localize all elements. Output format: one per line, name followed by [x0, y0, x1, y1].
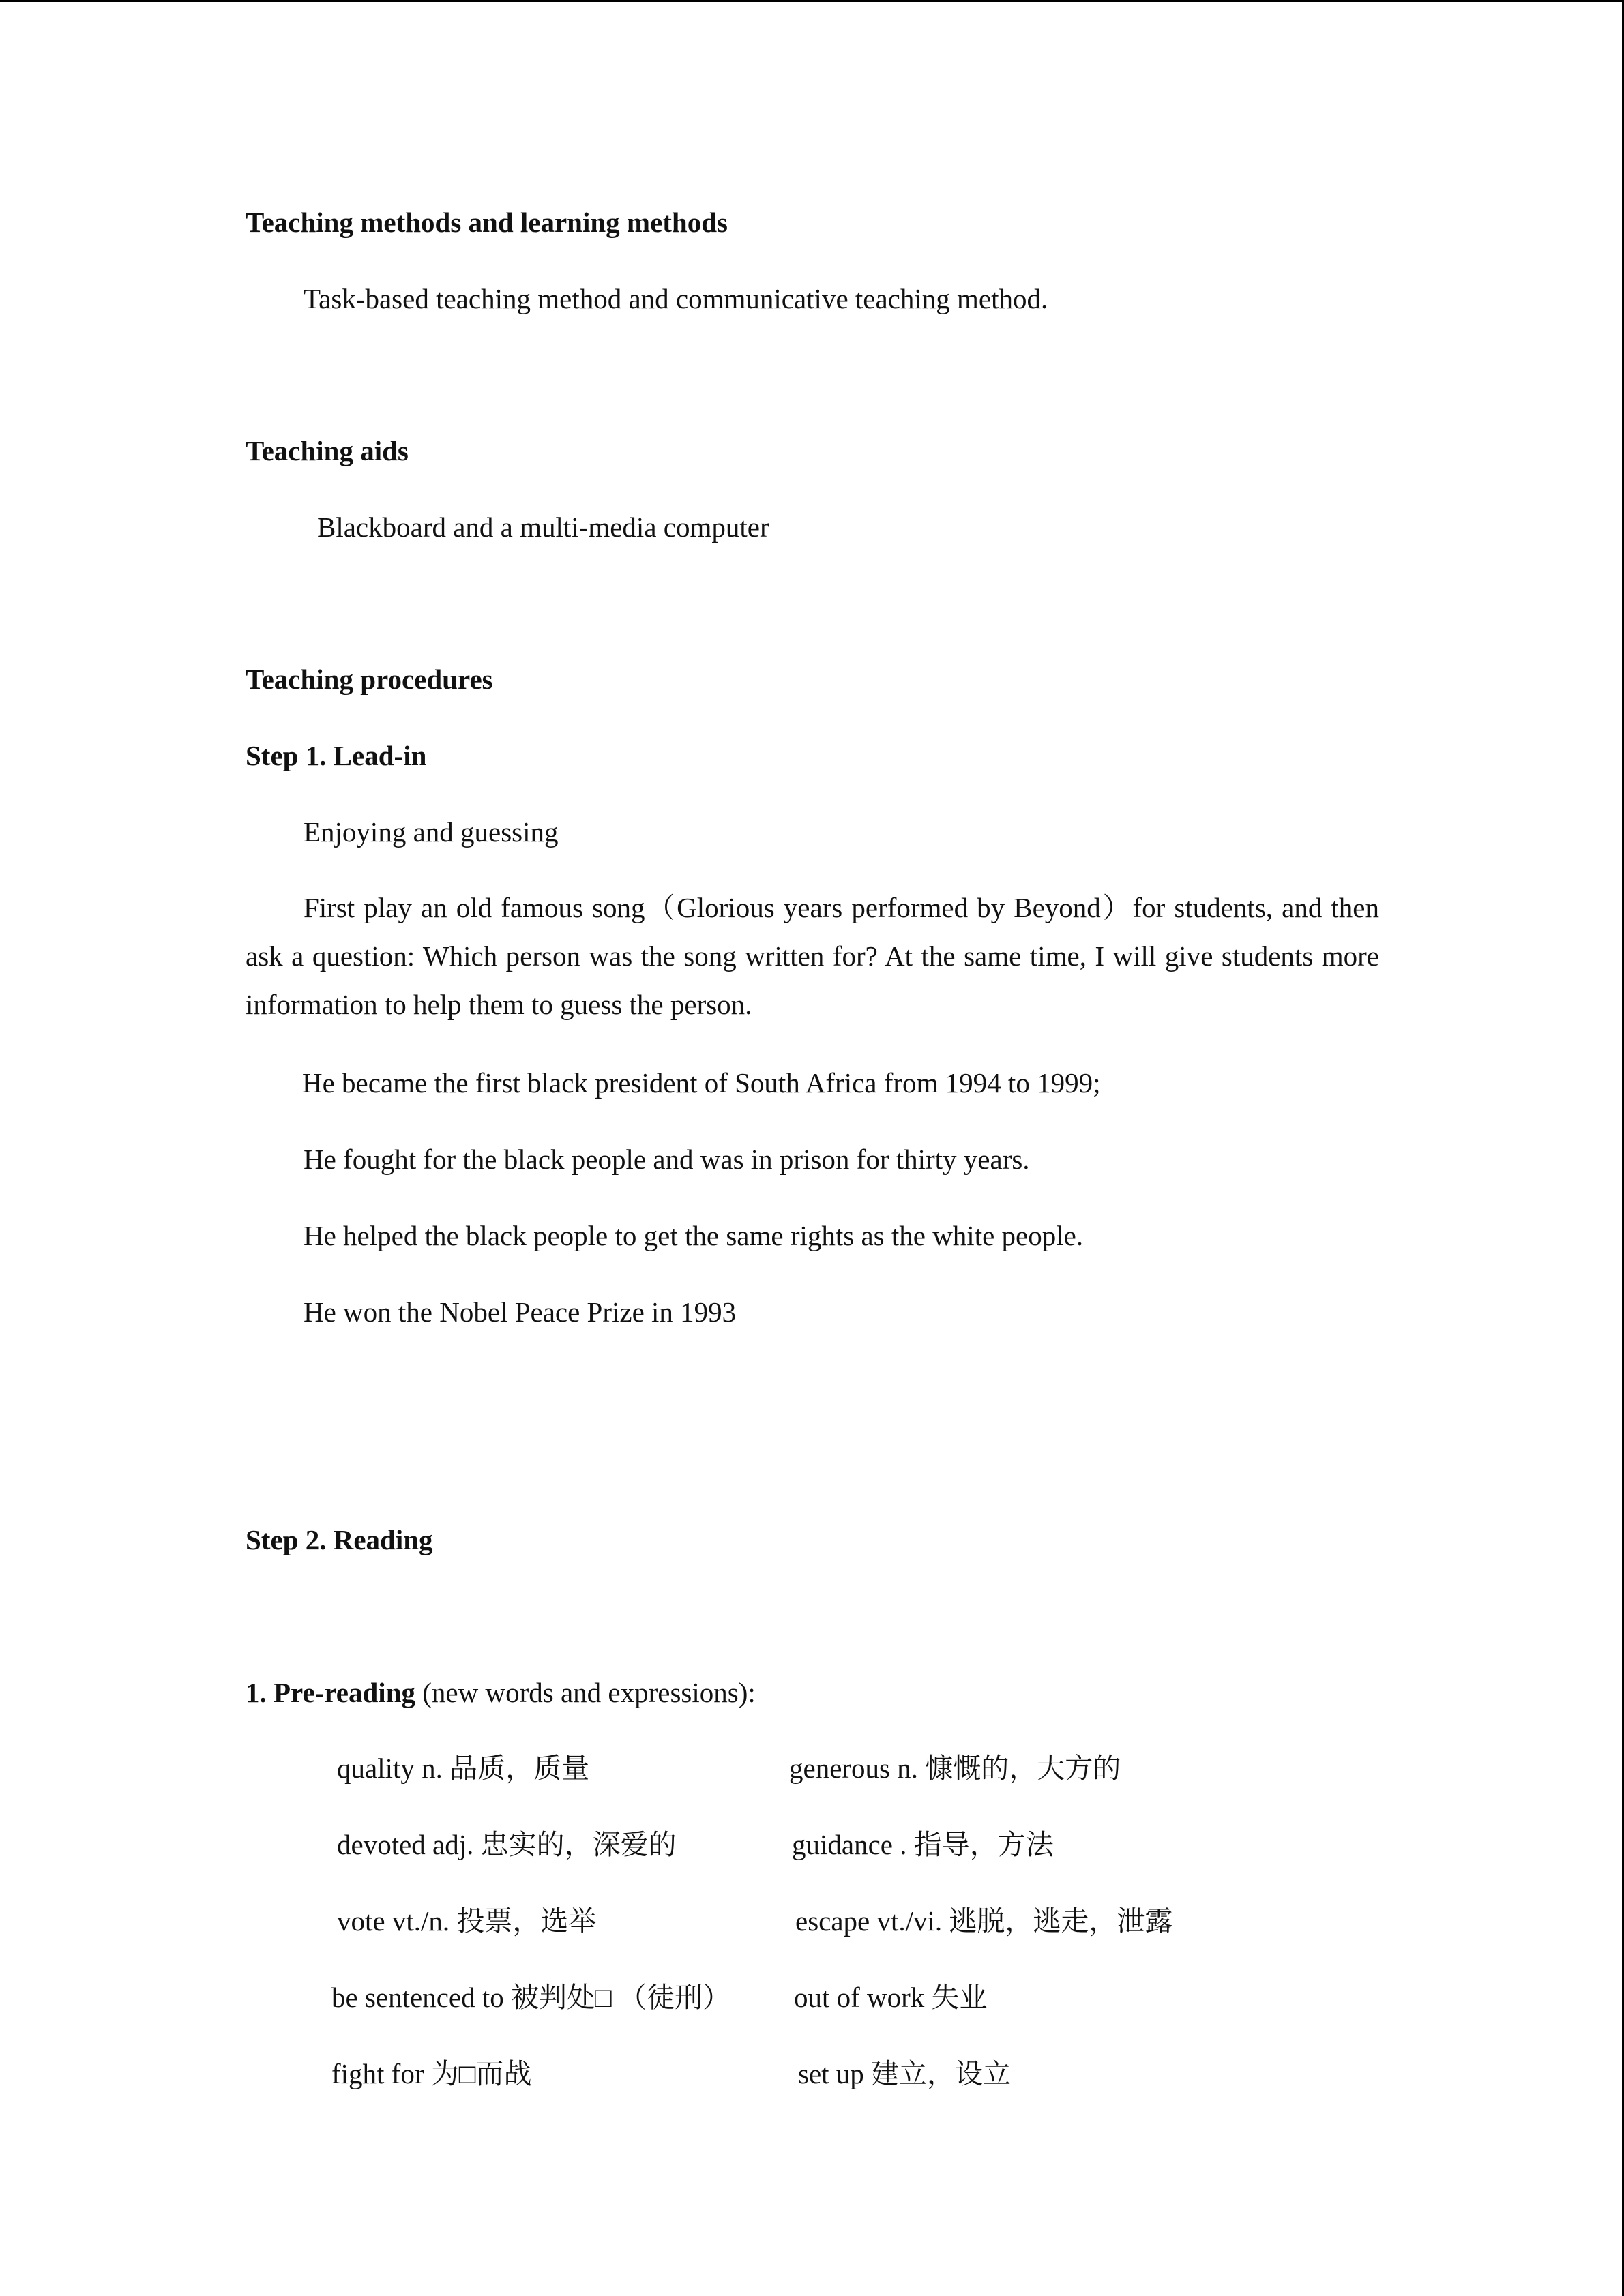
aids-heading: Teaching aids	[246, 435, 409, 466]
aids-text: Blackboard and a multi-media computer	[317, 511, 769, 543]
vocab-right-2: guidance . 指导，方法	[792, 1829, 1054, 1860]
vocab-left-4: be sentenced to 被判处□ （徒刑）	[331, 1982, 730, 2013]
prereading-line	[246, 1675, 756, 1710]
prereading-label: 1. Pre-reading	[246, 1677, 416, 1708]
vocab-left-3: vote vt./n. 投票，选举	[337, 1905, 597, 1937]
vocab-right-4: out of work 失业	[794, 1982, 988, 2013]
vocab-left-1: quality n. 品质，质量	[337, 1753, 590, 1784]
clue-3: He helped the black people to get the same rights as the white people.	[304, 1220, 1084, 1251]
methods-text: Task-based teaching method and communicative teaching method.	[304, 283, 1048, 314]
step1-subtitle: Enjoying and guessing	[304, 816, 559, 848]
vocab-left-2: devoted adj. 忠实的，深爱的	[337, 1829, 677, 1860]
step1-paragraph: First play an old famous song（Glorious years performed by Beyond）for students, and then ask a question: Which person was the song written for? At the same time, I will give students more information to help them to guess the person.	[246, 892, 1379, 1020]
procedures-heading: Teaching procedures	[246, 664, 493, 695]
step2-heading: Step 2. Reading	[246, 1524, 433, 1555]
clue-4: He won the Nobel Peace Prize in 1993	[304, 1296, 737, 1328]
vocab-right-3: escape vt./vi. 逃脱，逃走，泄露	[795, 1905, 1173, 1937]
step1-heading: Step 1. Lead-in	[246, 740, 427, 771]
vocab-right-5: set up 建立，设立	[798, 2058, 1012, 2089]
clue-1: He became the first black president of South Africa from 1994 to 1999;	[302, 1067, 1101, 1099]
methods-heading: Teaching methods and learning methods	[246, 207, 728, 238]
vocab-right-1: generous n. 慷慨的，大方的	[789, 1753, 1121, 1784]
prereading-note: (new words and expressions):	[415, 1677, 756, 1708]
vocab-left-5: fight for 为□而战	[331, 2058, 532, 2089]
clue-2: He fought for the black people and was in prison for thirty years.	[304, 1144, 1030, 1175]
page-border-top	[0, 0, 1624, 2]
